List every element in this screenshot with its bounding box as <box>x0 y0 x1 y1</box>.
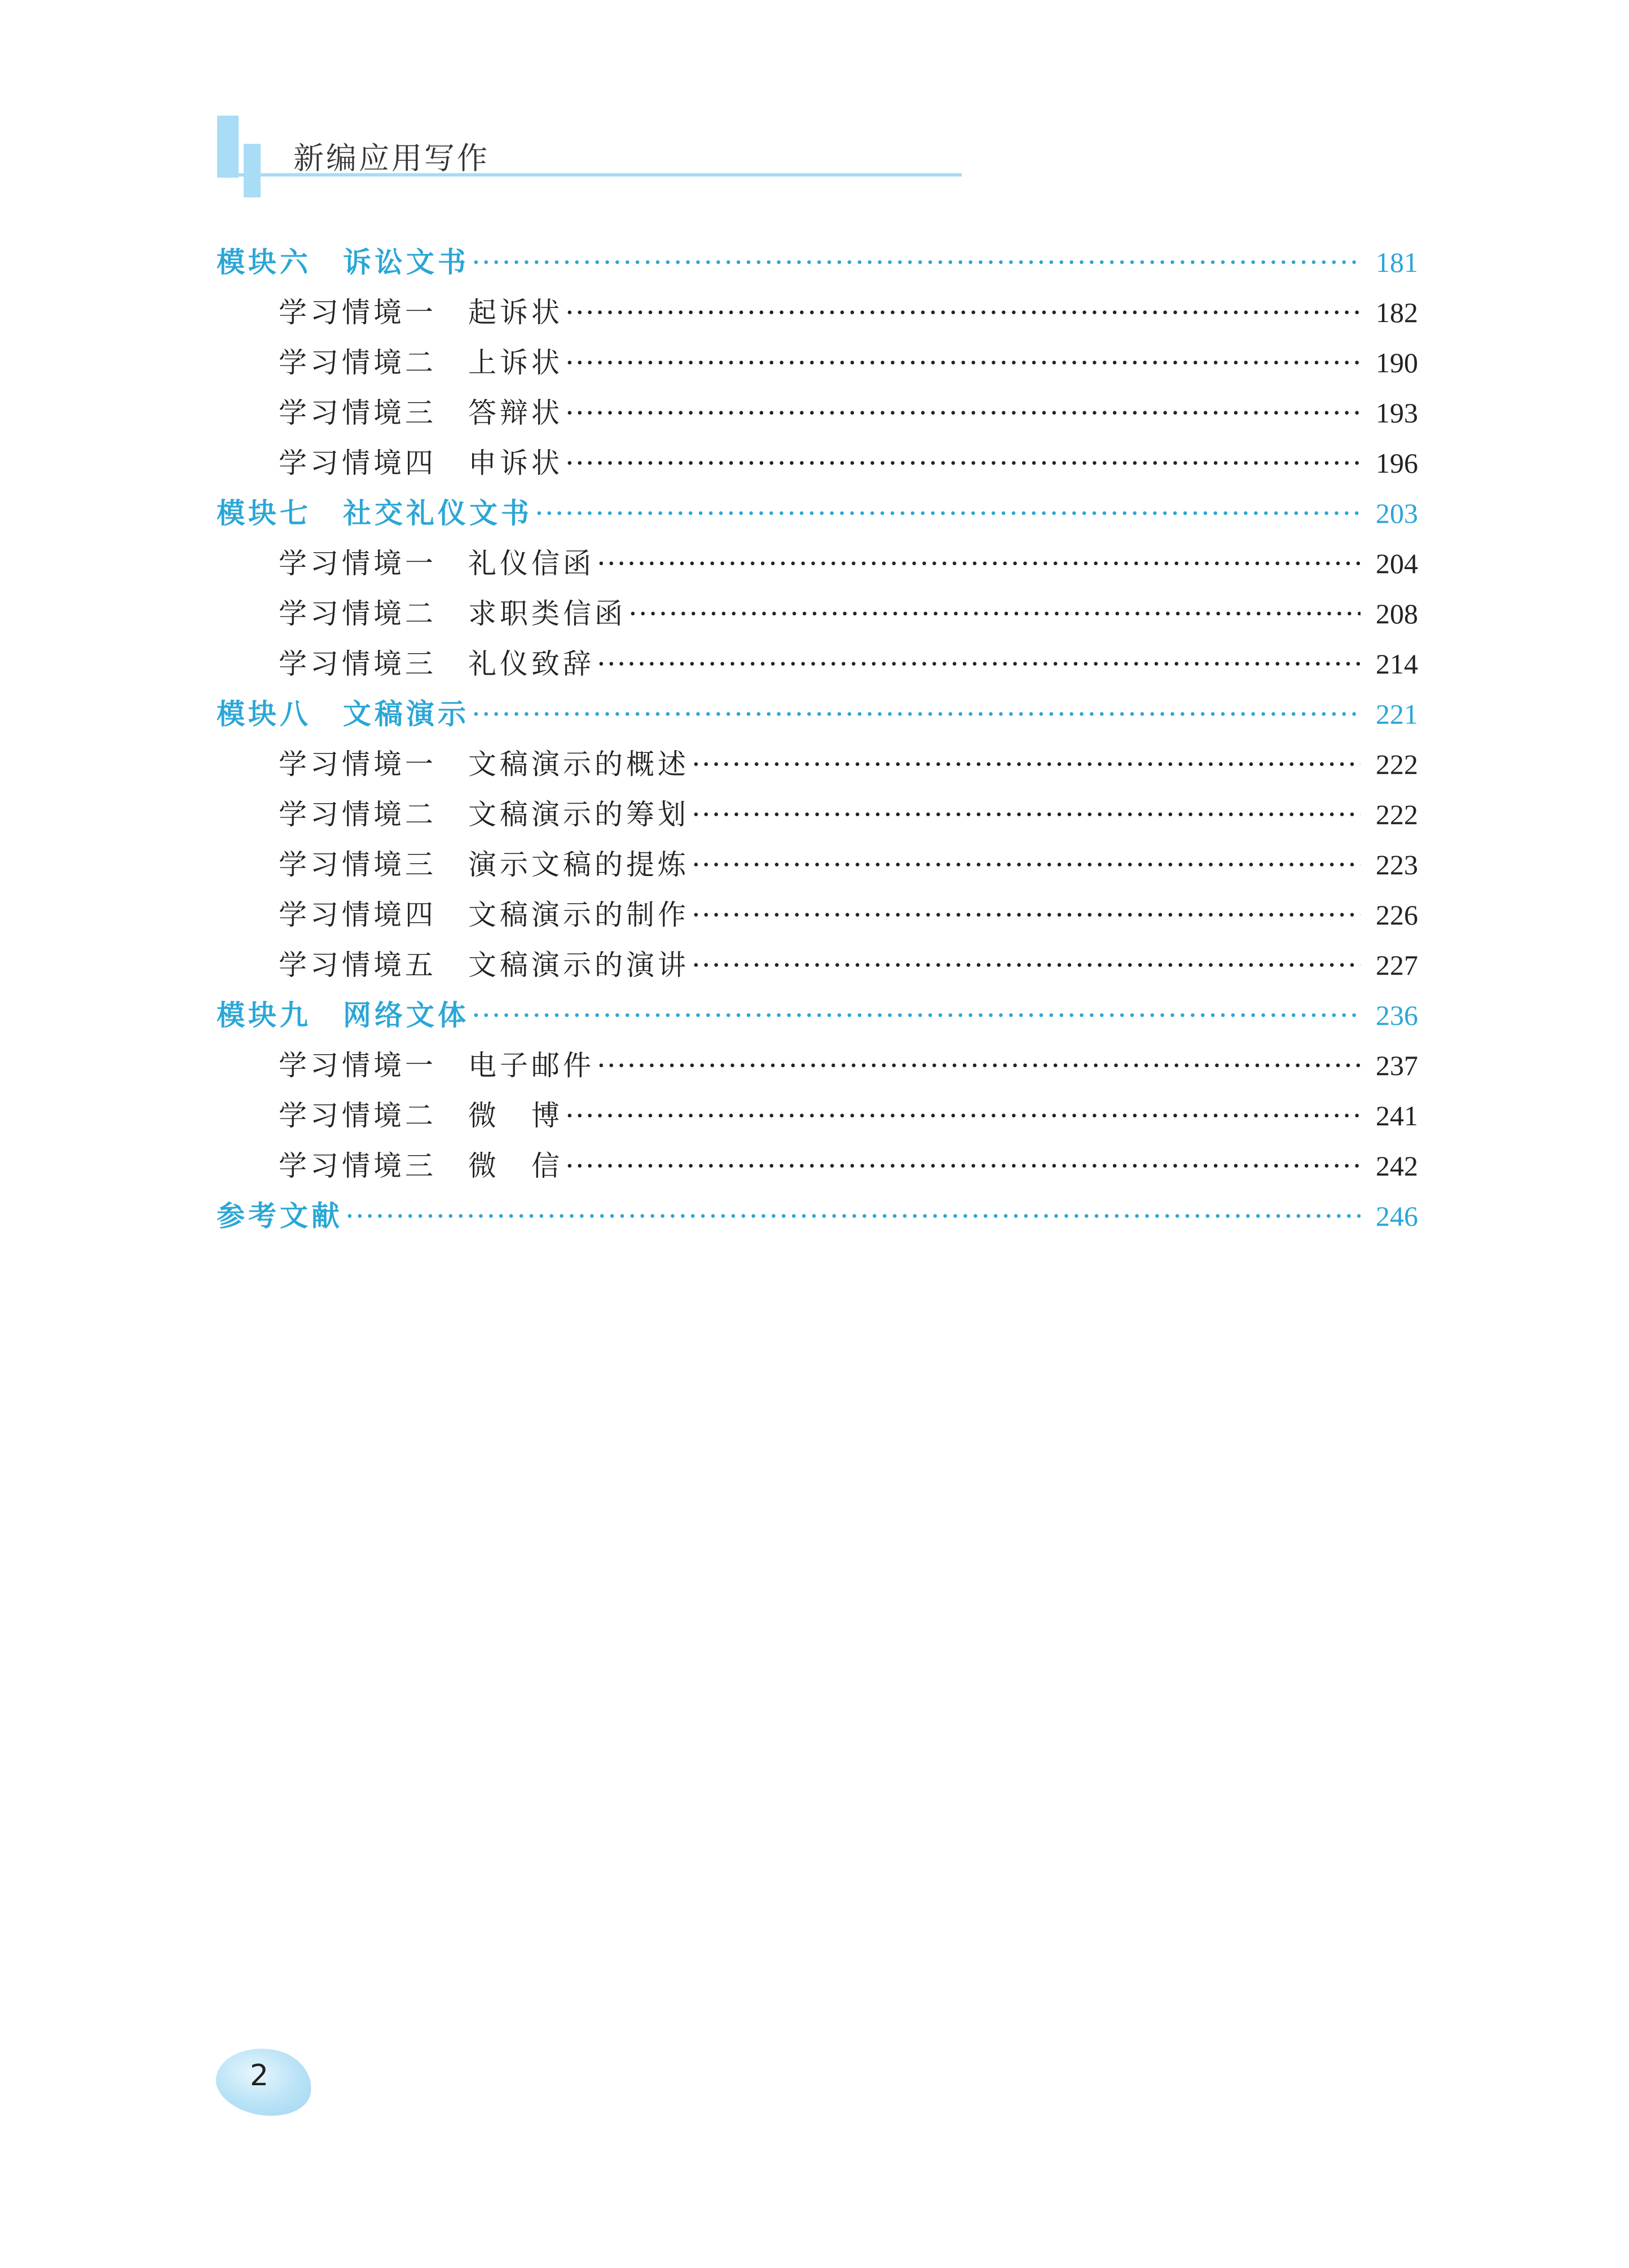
toc-sub-entry[interactable] <box>279 842 1418 887</box>
toc-module-entry[interactable] <box>217 993 1418 1038</box>
toc-sub-entry[interactable] <box>279 1093 1418 1138</box>
toc-entry-page: 222 <box>1376 748 1418 780</box>
toc-entry-page: 237 <box>1376 1050 1418 1081</box>
toc-entry-title: 参考文献 <box>217 1200 343 1232</box>
toc-sub-entry[interactable] <box>279 591 1418 636</box>
toc-entry-page: 204 <box>1376 548 1418 579</box>
toc-module-entry[interactable] <box>217 240 1418 285</box>
toc-entry-title: 模块八 文稿演示 <box>217 698 469 730</box>
toc-entry-page: 196 <box>1376 447 1418 479</box>
toc-entry-page: 226 <box>1376 899 1418 931</box>
dot-leader <box>565 447 1361 479</box>
toc-entry-title: 学习情境一 起诉状 <box>279 296 563 329</box>
toc-entry-title: 学习情境二 上诉状 <box>279 346 563 379</box>
page-number: 2 <box>250 2059 269 2093</box>
dot-leader <box>535 497 1361 530</box>
dot-leader <box>565 1150 1361 1182</box>
toc-entry-title: 学习情境三 微 信 <box>279 1150 563 1182</box>
toc-entry-title: 模块六 诉讼文书 <box>217 246 469 279</box>
toc-entry-page: 221 <box>1376 698 1418 730</box>
toc-entry-page: 190 <box>1376 347 1418 378</box>
dot-leader <box>565 296 1361 329</box>
header-decoration-bar <box>217 116 239 178</box>
toc-entry-title: 学习情境二 求职类信函 <box>279 597 626 630</box>
dot-leader <box>472 698 1361 730</box>
toc-entry-page: 208 <box>1376 598 1418 629</box>
toc-sub-entry[interactable] <box>279 641 1418 686</box>
toc-entry-title: 模块九 网络文体 <box>217 999 469 1032</box>
toc-module-entry[interactable] <box>217 692 1418 737</box>
header-decoration-bar-secondary <box>244 144 261 197</box>
toc-sub-entry[interactable] <box>279 390 1418 435</box>
book-title: 新编应用写作 <box>293 140 490 176</box>
dot-leader <box>565 397 1361 429</box>
toc-entry-page: 236 <box>1376 999 1418 1031</box>
toc-entry-title: 学习情境三 礼仪致辞 <box>279 648 595 680</box>
toc-sub-entry[interactable] <box>279 290 1418 335</box>
toc-entry-page: 203 <box>1376 497 1418 529</box>
toc-sub-entry[interactable] <box>279 943 1418 988</box>
toc-module-entry[interactable] <box>217 491 1418 536</box>
toc-entry-title: 学习情境四 申诉状 <box>279 447 563 479</box>
toc-entry-title: 学习情境一 电子邮件 <box>279 1049 595 1082</box>
toc-entry-page: 223 <box>1376 849 1418 880</box>
toc-sub-entry[interactable] <box>279 1043 1418 1088</box>
toc-entry-title: 学习情境四 文稿演示的制作 <box>279 899 689 931</box>
toc-entry-page: 242 <box>1376 1150 1418 1182</box>
toc-entry-title: 模块七 社交礼仪文书 <box>217 497 532 530</box>
toc-entry-page: 193 <box>1376 397 1418 429</box>
running-header <box>0 0 1629 214</box>
toc-entry-title: 学习情境二 文稿演示的筹划 <box>279 798 689 831</box>
toc-entry-title: 学习情境一 礼仪信函 <box>279 547 595 580</box>
toc-entry-title: 学习情境一 文稿演示的概述 <box>279 748 689 781</box>
toc-entry-page: 227 <box>1376 949 1418 981</box>
toc-module-entry[interactable] <box>217 1194 1418 1239</box>
dot-leader <box>597 648 1361 680</box>
toc-entry-page: 241 <box>1376 1100 1418 1131</box>
page-number-badge <box>216 2049 312 2115</box>
dot-leader <box>597 547 1361 580</box>
dot-leader <box>565 1099 1361 1132</box>
toc-entry-page: 214 <box>1376 648 1418 680</box>
toc-sub-entry[interactable] <box>279 892 1418 937</box>
toc-entry-title: 学习情境二 微 博 <box>279 1099 563 1132</box>
dot-leader <box>692 848 1361 881</box>
toc-entry-title: 学习情境三 演示文稿的提炼 <box>279 848 689 881</box>
dot-leader <box>345 1200 1361 1232</box>
dot-leader <box>628 597 1361 630</box>
toc-entry-page: 181 <box>1376 246 1418 278</box>
toc-sub-entry[interactable] <box>279 1143 1418 1188</box>
dot-leader <box>692 949 1361 981</box>
toc-entry-page: 182 <box>1376 297 1418 328</box>
dot-leader <box>472 246 1361 279</box>
dot-leader <box>597 1049 1361 1082</box>
dot-leader <box>692 748 1361 781</box>
dot-leader <box>692 798 1361 831</box>
toc-sub-entry[interactable] <box>279 340 1418 385</box>
toc-sub-entry[interactable] <box>279 441 1418 486</box>
toc-entry-title: 学习情境五 文稿演示的演讲 <box>279 949 689 981</box>
dot-leader <box>692 899 1361 931</box>
toc-sub-entry[interactable] <box>279 792 1418 837</box>
toc-sub-entry[interactable] <box>279 541 1418 586</box>
toc-entry-page: 246 <box>1376 1200 1418 1232</box>
toc-entry-title: 学习情境三 答辩状 <box>279 397 563 429</box>
dot-leader <box>565 346 1361 379</box>
toc-sub-entry[interactable] <box>279 742 1418 787</box>
dot-leader <box>472 999 1361 1032</box>
toc-entry-page: 222 <box>1376 799 1418 830</box>
